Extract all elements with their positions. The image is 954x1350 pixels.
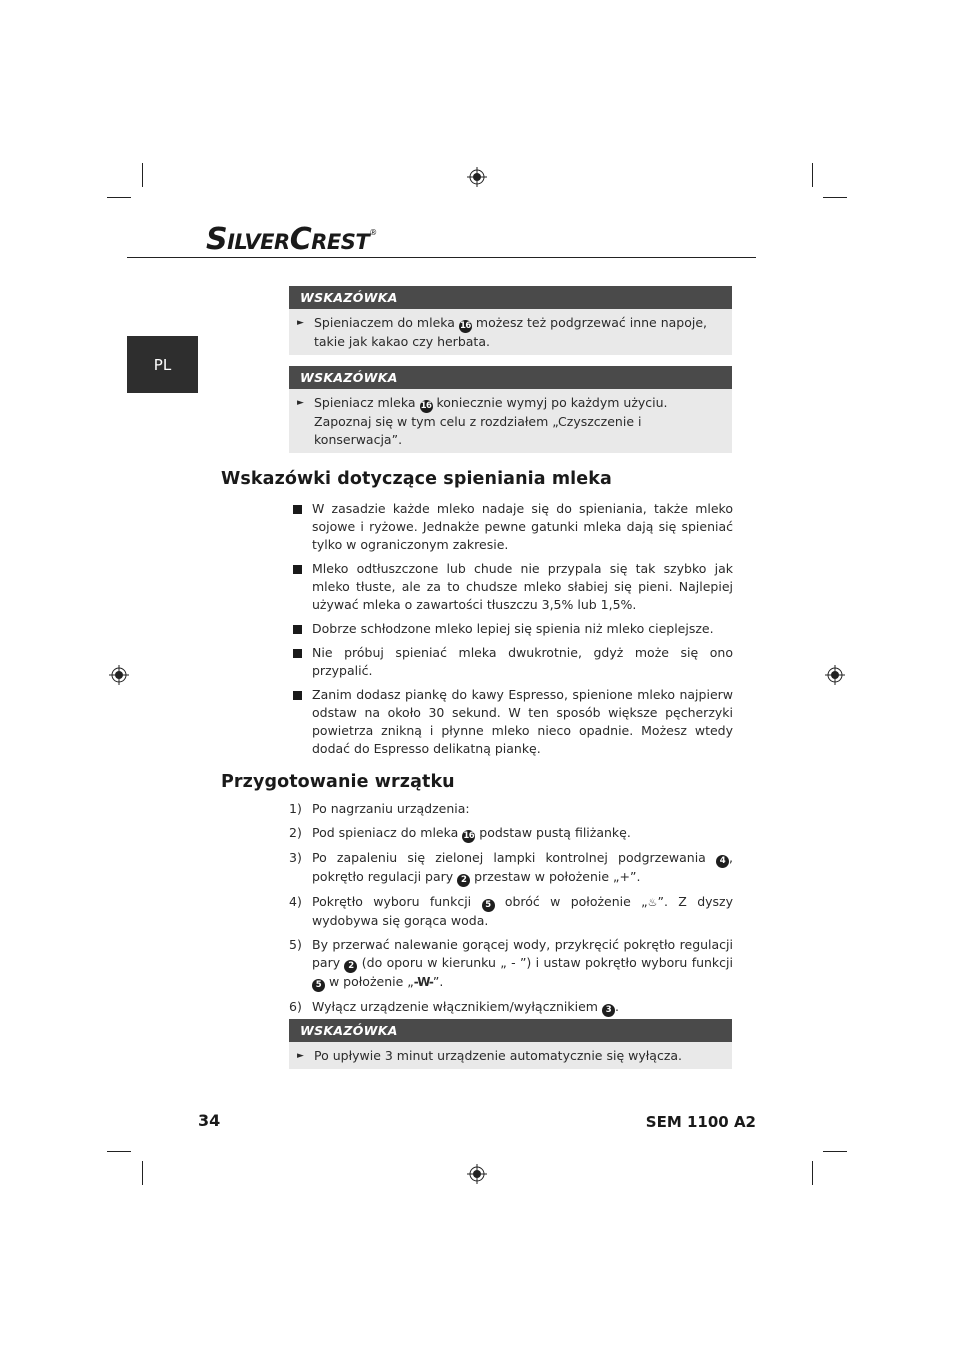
- part-number: 4: [716, 855, 729, 868]
- part-number: 16: [420, 401, 432, 411]
- notice-heading: WSKAZÓWKA: [289, 366, 732, 389]
- part-number: 16: [463, 831, 475, 841]
- crop-mark: [812, 1161, 813, 1185]
- notice-box: [289, 1019, 732, 1069]
- list-item: Zanim dodasz piankę do kawy Espresso, spienione mleko najpierw odstaw na około 30 sekund. W ten sposób większe pęcherzyki powietrza znikną i płynne mleko nieco opadnie. Możesz wtedy dodać do Espresso delikatną piankę.: [289, 686, 733, 758]
- notice-box: [289, 366, 732, 453]
- registration-mark-icon: [825, 665, 845, 685]
- crop-mark: [107, 197, 131, 198]
- arrow-icon: ►: [297, 318, 304, 328]
- part-number: 16: [460, 321, 471, 331]
- notice-body: ► Po upływie 3 minut urządzenie automatycznie się wyłącza.: [289, 1042, 732, 1069]
- part-number: 5: [312, 979, 325, 992]
- crop-mark: [812, 163, 813, 187]
- hot-water-icon: ♨: [647, 896, 658, 909]
- square-bullet-icon: [293, 625, 302, 634]
- list-item: Mleko odtłuszczone lub chude nie przypala się tak szybko jak mleko tłuste, ale za to chudsze mleko słabiej się pieni. Najlepiej używać mleka o zawartości tłuszczu 3,5% lub 1,5%.: [289, 560, 733, 614]
- notice-body: ► Spieniaczem do mleka 16 możesz też podgrzewać inne napoje, takie jak kakao czy herbata.: [289, 309, 732, 355]
- section-title: Przygotowanie wrzątku: [221, 772, 455, 792]
- model-number: SEM 1100 A2: [645, 1113, 756, 1131]
- registration-mark-icon: [467, 1164, 487, 1184]
- crop-mark: [823, 197, 847, 198]
- notice-heading: WSKAZÓWKA: [289, 1019, 732, 1042]
- registration-mark-icon: [109, 665, 129, 685]
- numbered-list: [289, 800, 733, 1023]
- list-item: 2) Pod spieniacz do mleka 16 podstaw pustą filiżankę.: [289, 825, 631, 841]
- crop-mark: [142, 1161, 143, 1185]
- part-number: 3: [602, 1004, 615, 1017]
- list-item: W zasadzie każde mleko nadaje się do spieniania, także mleko sojowe i ryżowe. Jednakże pewne gatunki mleka dają się spieniać tylko w ograniczonym zakresie.: [289, 500, 733, 554]
- registration-mark-icon: [467, 167, 487, 187]
- arrow-icon: ►: [297, 398, 304, 408]
- crop-mark: [142, 163, 143, 187]
- square-bullet-icon: [293, 649, 302, 658]
- part-number: 2: [457, 874, 470, 887]
- notice-body: ► Spieniacz mleka 16 koniecznie wymyj po każdym użyciu. Zapoznaj się w tym celu z rozdziałem „Czyszczenie i konserwacja”.: [289, 389, 732, 453]
- arrow-icon: ►: [297, 1051, 304, 1061]
- crop-mark: [107, 1151, 131, 1152]
- list-item: Dobrze schłodzone mleko lepiej się spienia niż mleko cieplejsze.: [289, 620, 733, 638]
- notice-heading: WSKAZÓWKA: [289, 286, 732, 309]
- brand-logo: SILVERCREST®: [206, 222, 377, 257]
- header-rule: [127, 257, 756, 258]
- list-item: 6) Wyłącz urządzenie włącznikiem/wyłącznikiem 3 .: [289, 999, 619, 1015]
- section-title: Wskazówki dotyczące spieniania mleka: [221, 469, 612, 489]
- square-bullet-icon: [293, 505, 302, 514]
- square-bullet-icon: [293, 565, 302, 574]
- heating-icon: -W-: [413, 975, 433, 989]
- notice-box: [289, 286, 732, 355]
- list-item: 4) Pokrętło wyboru funkcji 5 obróć w położenie „♨”. Z dyszy wydobywa się gorąca woda.: [289, 894, 734, 928]
- part-number: 5: [482, 899, 495, 912]
- list-item: 1) Po nagrzaniu urządzenia:: [289, 801, 470, 816]
- page-number: 34: [198, 1111, 221, 1130]
- crop-mark: [823, 1151, 847, 1152]
- part-number: 2: [344, 960, 357, 973]
- list-item: 3) Po zapaleniu się zielonej lampki kontrolnej podgrzewania 4 , pokrętło regulacji pary 2 przestaw w położenie „+”.: [289, 850, 733, 885]
- list-item: 5) By przerwać nalewanie gorącej wody, przykręcić pokrętło regulacji pary 2 (do oporu w kierunku „ - ”) i ustaw pokrętło wyboru funkcji 5 w położenie „-W-”.: [289, 937, 733, 990]
- list-item: Nie próbuj spieniać mleka dwukrotnie, gdyż może się ono przypalić.: [289, 644, 733, 680]
- language-tab: PL: [127, 336, 198, 393]
- square-bullet-icon: [293, 691, 302, 700]
- bullet-list: [289, 500, 733, 764]
